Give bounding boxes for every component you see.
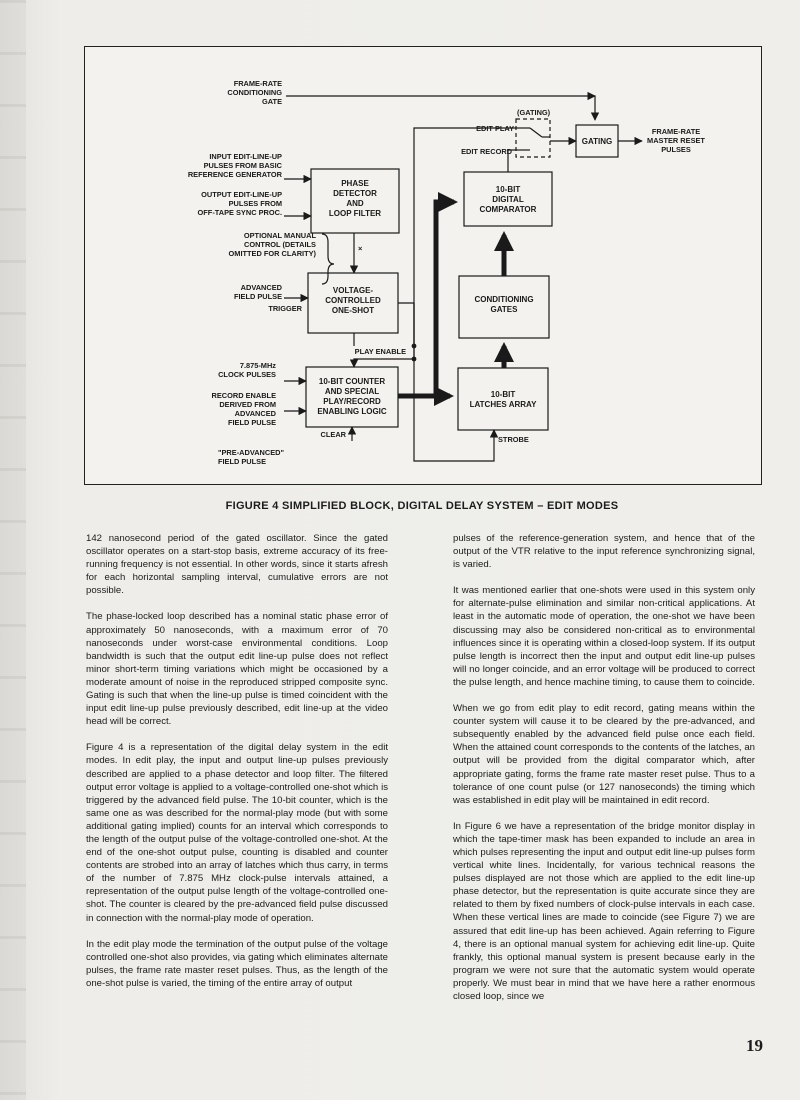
- play-enable-label: PLAY ENABLE: [354, 347, 406, 356]
- block-diagram: [84, 46, 760, 483]
- right-paragraph-4: In Figure 6 we have a representation of the bridge monitor display in which the tape-timer mask has been expanded to include an area in which pulses representing the input and output edit line-up pulses form vertical white lines. Incidentally, for various technical reasons the pulses displayed are not those which are applied to the edit line-up phase detector, but the representation is quite accurate since they are related to them by fixed numbers of clock-pulse intervals in each case. When these vertical lines are made to coincide (see Figure 7) we are assured that edit line-up has been achieved. Again referring to Figure 4, there is an optional manual system for achieving edit line-up. Quite frankly, this optional manual system is present because early in the program we were not sure that the automatic system would operate properly. We must bear in mind that we have here a rather enormous closed loop, since we: [453, 820, 755, 1002]
- right-paragraph-3: When we go from edit play to edit record, gating means within the counter system will cause it to be cleared by the pre-advanced, and subsequently enabled by the advanced field pulse once each field. When the attained count corresponds to the contents of the latches, an output will be provided from the digital comparator which, after appropriate gating, forms the frame rate master reset pulse. Thus to a tolerance of one count pulse (or 127 nanoseconds) the timing which was established in edit play will be maintained in edit record.: [453, 703, 755, 806]
- latches-block: [458, 368, 548, 430]
- x-mark: ×: [358, 244, 363, 253]
- vco-line-3: ONE-SHOT: [331, 306, 375, 315]
- counter-line-3: PLAY/RECORD: [323, 397, 381, 406]
- master-reset-line-1: FRAME-RATE: [651, 127, 701, 136]
- record-enable-line-2: DERIVED FROM: [219, 400, 276, 409]
- binding-edge: [0, 0, 26, 1100]
- edit-record-label: EDIT RECORD: [461, 147, 512, 156]
- master-reset-line-2: MASTER RESET: [647, 136, 705, 145]
- output-pulses-line-1: OUTPUT EDIT-LINE-UP: [201, 190, 282, 199]
- counter-line-1: 10-BIT COUNTER: [318, 377, 386, 386]
- output-pulses-line-2: PULSES FROM: [228, 199, 282, 208]
- conditioning-line-2: GATES: [490, 305, 518, 314]
- counter-line-2: AND SPECIAL: [324, 387, 380, 396]
- counter-line-4: ENABLING LOGIC: [317, 407, 387, 416]
- record-enable-line-3: ADVANCED: [234, 409, 276, 418]
- left-paragraph-2: The phase-locked loop described has a nominal static phase error of approximately 50 nanoseconds, with a maximum error of 70 nanoseconds under worst-case environmental conditions. Loop bandwidth is such that the output edit line-up pulse does not reflect minor short-term timing variations which might be occasioned by a moderate amount of noise in the reproduced stripped composite sync. Gating is such that when the line-up pulse is timed coincident with the input edit line-up pulse previously described, edit line-up at the video head will be correct.: [86, 611, 388, 728]
- pre-advanced-line-2: FIELD PULSE: [217, 457, 266, 466]
- left-paragraph-4: In the edit play mode the termination of the output pulse of the voltage controlled one-shot also provides, via gating which eliminates alternate pulses, the frame rate master reset pulses. Thus, as the length of the one-shot pulse is varied, the timing of the entire array of output: [86, 938, 388, 989]
- pre-advanced-line-1: "PRE-ADVANCED": [218, 448, 284, 457]
- page-number: 19: [746, 1036, 763, 1055]
- trigger-label: TRIGGER: [268, 304, 302, 313]
- phase-detector-line-3: AND: [346, 199, 364, 208]
- edit-play-label: EDIT PLAY: [476, 124, 514, 133]
- input-pulses-line-1: INPUT EDIT-LINE-UP: [209, 152, 282, 161]
- record-enable-line-4: FIELD PULSE: [227, 418, 276, 427]
- left-paragraph-1: 142 nanosecond period of the gated oscillator. Since the gated oscillator operates on a start-stop basis, extreme accuracy of its free-running frequency is not essential. In other words, since it starts afresh for each horizontal sampling interval, cumulative errors are not possible.: [86, 533, 388, 597]
- output-pulses-line-3: OFF-TAPE SYNC PROC.: [197, 208, 282, 217]
- advanced-field-line-1: ADVANCED: [240, 283, 282, 292]
- comparator-line-1: 10-BIT: [495, 185, 521, 194]
- gating-switch-box: [516, 119, 550, 157]
- latches-line-2: LATCHES ARRAY: [469, 400, 537, 409]
- frame-rate-gate-line-3: GATE: [262, 97, 282, 106]
- phase-detector-line-1: PHASE: [341, 179, 369, 188]
- right-paragraph-1: pulses of the reference-generation system, and hence that of the output of the VTR relative to the input reference synchronizing signal, is varied.: [453, 533, 755, 571]
- right-column: [453, 532, 755, 1016]
- frame-rate-gate-line-1: FRAME-RATE: [233, 79, 282, 88]
- optional-manual-line-1: OPTIONAL MANUAL: [243, 231, 316, 240]
- clock-pulses-line-2: CLOCK PULSES: [218, 370, 276, 379]
- comparator-line-3: COMPARATOR: [479, 205, 537, 214]
- phase-detector-line-4: LOOP FILTER: [328, 209, 382, 218]
- gating-label: (GATING): [517, 108, 551, 117]
- input-pulses-line-2: PULSES FROM BASIC: [203, 161, 282, 170]
- conditioning-line-1: CONDITIONING: [474, 295, 534, 304]
- right-paragraph-2: It was mentioned earlier that one-shots were used in this system only for alternate-pulse elimination and similar non-critical applications. At least in the automatic mode of operation, the one-shot we have been discussing may also be considered non-critical as to environmental influences since it is operating within a closed-loop system. If its output pulse length is incorrect then the input and output edit line-up pulses will no longer coincide, and an error voltage will be produced to correct the pulse length, and hence machine timing, to cause them to coincide.: [453, 585, 755, 688]
- advanced-field-line-2: FIELD PULSE: [233, 292, 282, 301]
- frame-rate-gate-line-2: CONDITIONING: [227, 88, 282, 97]
- vco-line-2: CONTROLLED: [325, 296, 381, 305]
- clock-pulses-line-1: 7.875-MHz: [239, 361, 276, 370]
- gating-block-label: GATING: [581, 137, 613, 146]
- record-enable-line-1: RECORD ENABLE: [211, 391, 276, 400]
- strobe-label: STROBE: [498, 435, 529, 444]
- optional-manual-line-3: OMITTED FOR CLARITY): [228, 249, 316, 258]
- vco-line-1: VOLTAGE-: [332, 286, 374, 295]
- input-pulses-line-3: REFERENCE GENERATOR: [187, 170, 282, 179]
- master-reset-line-3: PULSES: [661, 145, 691, 154]
- left-column: [86, 532, 388, 1003]
- clear-label: CLEAR: [320, 430, 346, 439]
- latches-line-1: 10-BIT: [490, 390, 516, 399]
- figure-caption: FIGURE 4 SIMPLIFIED BLOCK, DIGITAL DELAY SYSTEM – EDIT MODES: [225, 500, 619, 512]
- comparator-line-2: DIGITAL: [492, 195, 524, 204]
- phase-detector-line-2: DETECTOR: [333, 189, 377, 198]
- optional-manual-line-2: CONTROL (DETAILS: [244, 240, 316, 249]
- left-paragraph-3: Figure 4 is a representation of the digital delay system in the edit modes. In edit play, the input and output line-up pulses previously described are applied to a phase detector and loop filter. The filtered output error voltage is applied to a voltage-controlled one-shot which is triggered by the advanced field pulse. The 10-bit counter, which is the same one as was described for the normal-play mode (but with some additional gating implied) counts for an interval which corresponds to the length of the output pulse of the voltage-controlled one-shot. At the end of the one-shot output pulse, counting is disabled and counter contents are strobed into an array of latches which thus carry, in terms of the number of 7.875 MHz clock-pulse intervals attained, a representation of the output pulse length of the voltage-controlled one-shot. The counter is cleared by the pre-advanced field pulse discussed in connection with the normal-play mode of operation.: [86, 742, 388, 924]
